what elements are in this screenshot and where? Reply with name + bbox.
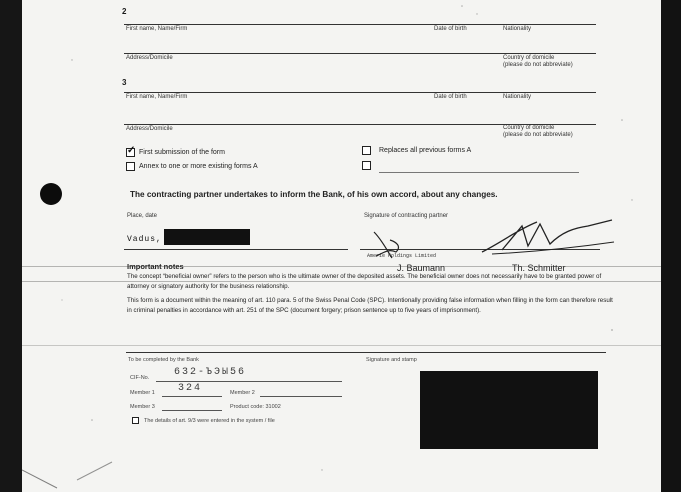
blank-checkbox[interactable] bbox=[362, 161, 371, 170]
row3-country-label-1: Country of domicile bbox=[503, 125, 555, 131]
member3-line bbox=[162, 410, 222, 411]
row3-country-label bbox=[503, 125, 573, 139]
row2-first-name-label: First name, Name/Firm bbox=[126, 26, 188, 32]
member1-line bbox=[162, 396, 222, 397]
row3-country-label-2: (please do not abbreviate) bbox=[503, 132, 573, 138]
redacted-bank-stamp bbox=[420, 371, 598, 449]
row3-date-label: Date of birth bbox=[434, 94, 467, 100]
row-number-3: 3 bbox=[122, 78, 127, 87]
signatory-name-2: Th. Schmitter bbox=[512, 263, 566, 273]
row3-name-line bbox=[124, 92, 596, 93]
row2-country-label-2: (please do not abbreviate) bbox=[503, 62, 573, 68]
product-code-label: Product code: 31002 bbox=[230, 404, 281, 410]
signatory-name-1: J. Baumann bbox=[397, 263, 446, 273]
cif-line bbox=[156, 381, 342, 382]
bank-section bbox=[126, 352, 606, 448]
member1-value: 324 bbox=[178, 383, 203, 394]
scan-artifact-line bbox=[22, 281, 661, 282]
notes-paragraph-1 bbox=[127, 272, 615, 292]
annex-label: Annex to one or more existing forms A bbox=[139, 163, 258, 170]
replaces-label: Replaces all previous forms A bbox=[379, 147, 472, 154]
blank-checkbox-line bbox=[379, 172, 579, 173]
member1-label: Member 1 bbox=[130, 390, 155, 396]
place-date-line bbox=[124, 249, 348, 250]
annex-checkbox[interactable] bbox=[126, 162, 135, 171]
member2-label: Member 2 bbox=[230, 390, 255, 396]
row2-name-line bbox=[124, 24, 596, 25]
scan-artifact-line bbox=[22, 266, 661, 267]
first-submission-checkbox[interactable] bbox=[126, 148, 135, 157]
place-date-value: Vadus, bbox=[127, 235, 162, 244]
row2-date-label: Date of birth bbox=[434, 26, 467, 32]
redacted-date bbox=[164, 229, 250, 245]
bank-details-checkbox[interactable] bbox=[132, 417, 139, 424]
notes-paragraph-2: This form is a document within the meaning of art. 110 para. 5 of the Swiss Penal Code (SPC). Intentionally providing false information when filling in the form can therefore result in criminal penalties in accordance with art. 251 of the SPC (document forgery; prison sentence up to five years of imprisonment). bbox=[127, 297, 613, 314]
row-number-2: 2 bbox=[122, 7, 127, 16]
row3-first-name-label: First name, Name/Firm bbox=[126, 94, 188, 100]
important-notes-heading: Important notes bbox=[127, 262, 184, 271]
bank-details-label: The details of art. 9/3 were entered in the system / file bbox=[144, 418, 275, 424]
row2-country-label-1: Country of domicile bbox=[503, 55, 555, 61]
punch-hole bbox=[40, 183, 62, 205]
scan-artifact-line bbox=[22, 345, 661, 346]
notes-paragraph-1-text: The concept “beneficial owner” refers to the person who is the ultimate owner of the deposited assets. The beneficial owner does not necessarily have to be granted power of attorney or signatory authority for the business relationship. bbox=[127, 273, 602, 290]
row3-address-label: Address/Domicile bbox=[126, 126, 173, 132]
signature-label: Signature of contracting partner bbox=[364, 213, 449, 219]
form-page bbox=[22, 0, 661, 492]
row2-address-line bbox=[124, 53, 596, 54]
first-submission-label: First submission of the form bbox=[139, 149, 225, 156]
member3-label: Member 3 bbox=[130, 404, 155, 410]
replaces-checkbox[interactable] bbox=[362, 146, 371, 155]
bank-section-title: To be completed by the Bank bbox=[128, 357, 199, 363]
bank-signature-label: Signature and stamp bbox=[366, 357, 417, 363]
place-date-label: Place, date bbox=[127, 213, 158, 219]
row3-nationality-label: Nationality bbox=[503, 94, 532, 100]
company-stamp: Amerie Holdings Limited bbox=[367, 253, 437, 259]
cif-label: CIF-No. bbox=[130, 375, 150, 381]
row2-address-label: Address/Domicile bbox=[126, 55, 173, 61]
cif-value: 632-ЪЭЫ56 bbox=[174, 367, 247, 378]
row2-nationality-label: Nationality bbox=[503, 26, 532, 32]
undertaking-statement: The contracting partner undertakes to inform the Bank, of his own accord, about any changes. bbox=[130, 190, 498, 199]
binder-left-edge bbox=[0, 0, 22, 492]
row2-country-label bbox=[503, 55, 573, 69]
handwritten-signatures bbox=[352, 212, 622, 268]
binder-right-edge bbox=[661, 0, 681, 492]
member2-line bbox=[260, 396, 342, 397]
